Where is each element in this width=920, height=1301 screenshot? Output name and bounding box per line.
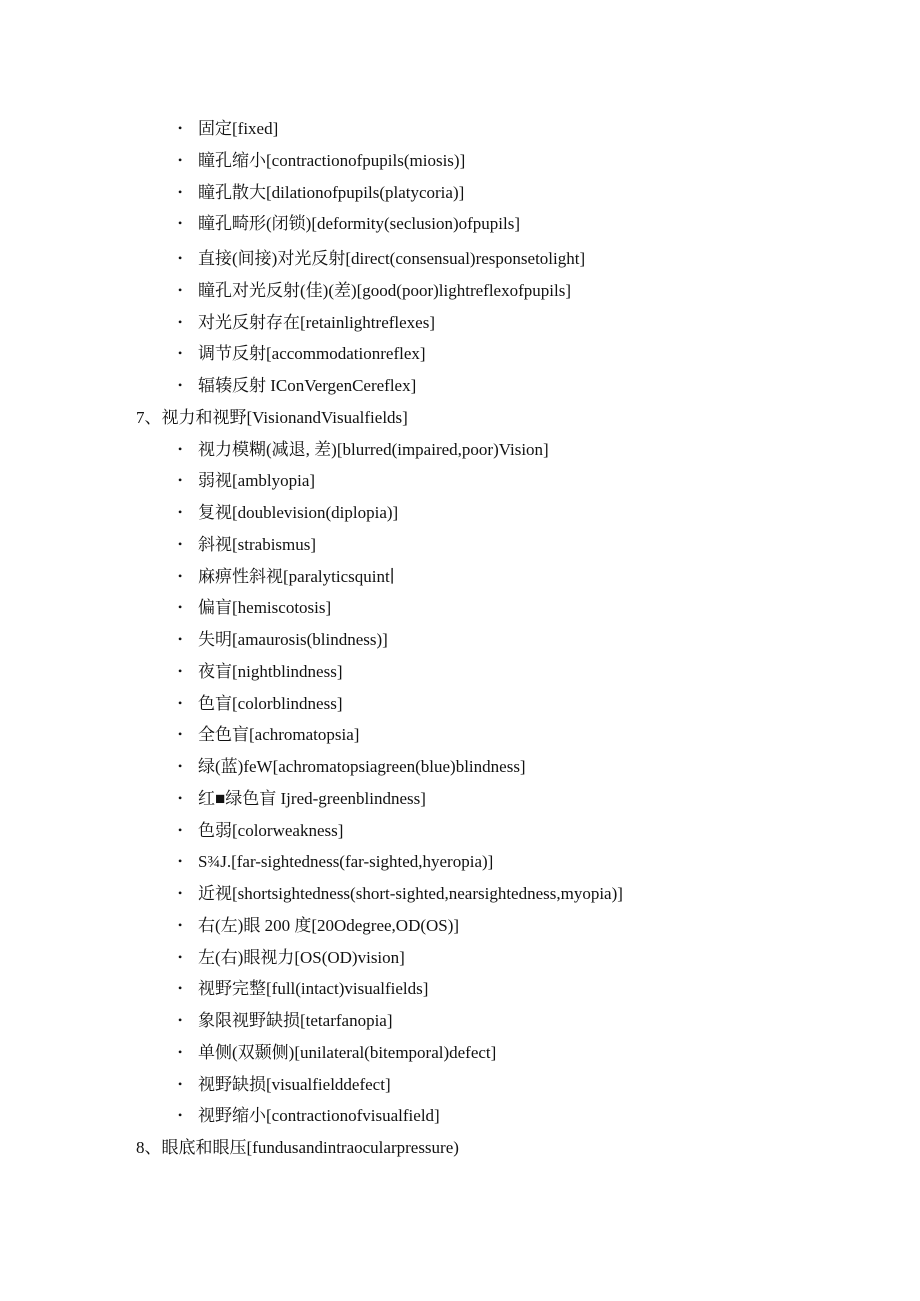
list-item (0, 656, 920, 688)
list-item (0, 942, 920, 974)
list-item-text: 视力模糊(减退, 差)[blurred(impaired,poor)Vision] (198, 439, 549, 459)
list-item (0, 878, 920, 910)
list-item (0, 370, 920, 402)
bullet: • (178, 251, 183, 265)
list-item (0, 497, 920, 529)
bullet: • (178, 981, 183, 996)
list-item (0, 624, 920, 656)
bullet: • (178, 695, 183, 710)
list-item-text: 辐辏反射 IConVergenCereflex] (198, 376, 417, 395)
bullet: • (178, 759, 183, 773)
pupil-reflex-list-continued (0, 243, 920, 1164)
bullet: • (178, 473, 183, 488)
bullet: • (178, 727, 183, 742)
bullet: • (178, 505, 183, 519)
list-item (0, 1037, 920, 1069)
list-item-text: 红■绿色盲 Ijred-greenblindness] (198, 788, 426, 808)
list-item (0, 719, 920, 751)
list-item (0, 561, 920, 593)
list-item (0, 145, 920, 177)
list-item-text: 对光反射存在[retainlightreflexes] (198, 312, 435, 332)
bullet: • (178, 121, 183, 135)
bullet: • (178, 822, 183, 837)
bullet: • (178, 1108, 183, 1123)
list-item (0, 1100, 920, 1132)
list-item (0, 1069, 920, 1101)
list-item-text: 复视[doublevision(diplopia)] (198, 503, 399, 522)
list-item-text: 麻痹性斜视[paralyticsquint∣ (198, 566, 395, 586)
bullet: • (178, 600, 183, 615)
bullet: • (178, 152, 183, 167)
pupil-reflex-list (0, 113, 920, 240)
list-item-text: 单侧(双颞侧)[unilateral(bitemporal)defect] (198, 1042, 497, 1062)
list-item (0, 434, 920, 466)
list-item (0, 307, 920, 339)
list-item-text: 直接(间接)对光反射[direct(consensual)responsetolight] (198, 249, 586, 268)
list-item-text: 调节反射[accommodationreflex] (198, 344, 426, 364)
bullet: • (178, 568, 183, 583)
list-item (0, 529, 920, 561)
list-item-text: 象限视野缺损[tetarfanopia] (198, 1011, 393, 1030)
list-item (0, 815, 920, 847)
list-item (0, 1005, 920, 1037)
list-item (0, 275, 920, 307)
list-item (0, 846, 920, 878)
section-heading-fundus: 8、眼底和眼压[fundusandintraocularpressure) (136, 1138, 459, 1157)
list-item-text: 瞳孔对光反射(佳)(差)[good(poor)lightreflexofpupils] (198, 280, 571, 300)
bullet: • (178, 1076, 183, 1091)
list-item (0, 465, 920, 497)
bullet: • (178, 314, 183, 329)
list-item (0, 910, 920, 942)
bullet: • (178, 886, 183, 900)
list-item-text: 色弱[colorweakness] (198, 820, 344, 840)
section-heading-vision: 7、视力和视野[VisionandVisualfields] (136, 407, 408, 427)
list-item-text: 失明[amaurosis(blindness)] (198, 630, 388, 649)
list-item-text: 色盲[colorblindness] (198, 693, 343, 713)
list-item-text: 瞳孔缩小[contractionofpupils(miosis)] (198, 150, 466, 170)
list-item-text: 视野缩小[contractionofvisualfield] (198, 1106, 440, 1126)
list-item (0, 208, 920, 240)
list-item (0, 783, 920, 815)
bullet: • (178, 346, 183, 361)
bullet: • (178, 441, 183, 456)
list-item-text: 绿(蓝)feW[achromatopsiagreen(blue)blindness] (198, 757, 526, 776)
list-item (0, 973, 920, 1005)
list-item (0, 177, 920, 209)
bullet: • (178, 949, 183, 964)
bullet: • (178, 790, 183, 805)
bullet: • (178, 378, 183, 392)
bullet: • (178, 917, 183, 932)
list-item-text: 夜盲[nightblindness] (198, 661, 343, 681)
list-item-text: 固定[fixed] (198, 119, 279, 138)
list-item-text: 右(左)眼 200 度[20Odegree,OD(OS)] (198, 915, 460, 935)
bullet: • (178, 282, 183, 297)
bullet: • (178, 1044, 183, 1059)
bullet: • (178, 216, 183, 231)
list-item (0, 113, 920, 145)
list-item-text: 弱视[amblyopia] (198, 471, 316, 491)
list-item-text: S¾J.[far-sightedness(far-sighted,hyeropia)] (198, 852, 494, 872)
list-item-text: 近视[shortsightedness(short-sighted,nearsightedness,myopia)] (198, 884, 623, 903)
list-item-text: 瞳孔畸形(闭锁)[deformity(seclusion)ofpupils] (198, 214, 520, 234)
list-item-text: 偏盲[hemiscotosis] (198, 598, 332, 618)
list-item-text: 视野完整[full(intact)visualfields] (198, 979, 429, 999)
bullet: • (178, 663, 183, 678)
list-item-text: 左(右)眼视力[OS(OD)vision] (198, 947, 405, 967)
bullet: • (178, 1013, 183, 1027)
bullet: • (178, 854, 183, 869)
bullet: • (178, 184, 183, 199)
list-item (0, 688, 920, 720)
list-item-text: 视野缺损[visualfielddefect] (198, 1074, 391, 1094)
list-item (0, 751, 920, 783)
list-item (0, 338, 920, 370)
bullet: • (178, 632, 183, 646)
list-item (0, 592, 920, 624)
list-item-text: 瞳孔散大[dilationofpupils(platycoria)] (198, 182, 465, 202)
list-item (0, 243, 920, 275)
list-item-text: 全色盲[achromatopsia] (198, 725, 360, 745)
list-item-text: 斜视[strabismus] (198, 534, 317, 554)
bullet: • (178, 536, 183, 551)
